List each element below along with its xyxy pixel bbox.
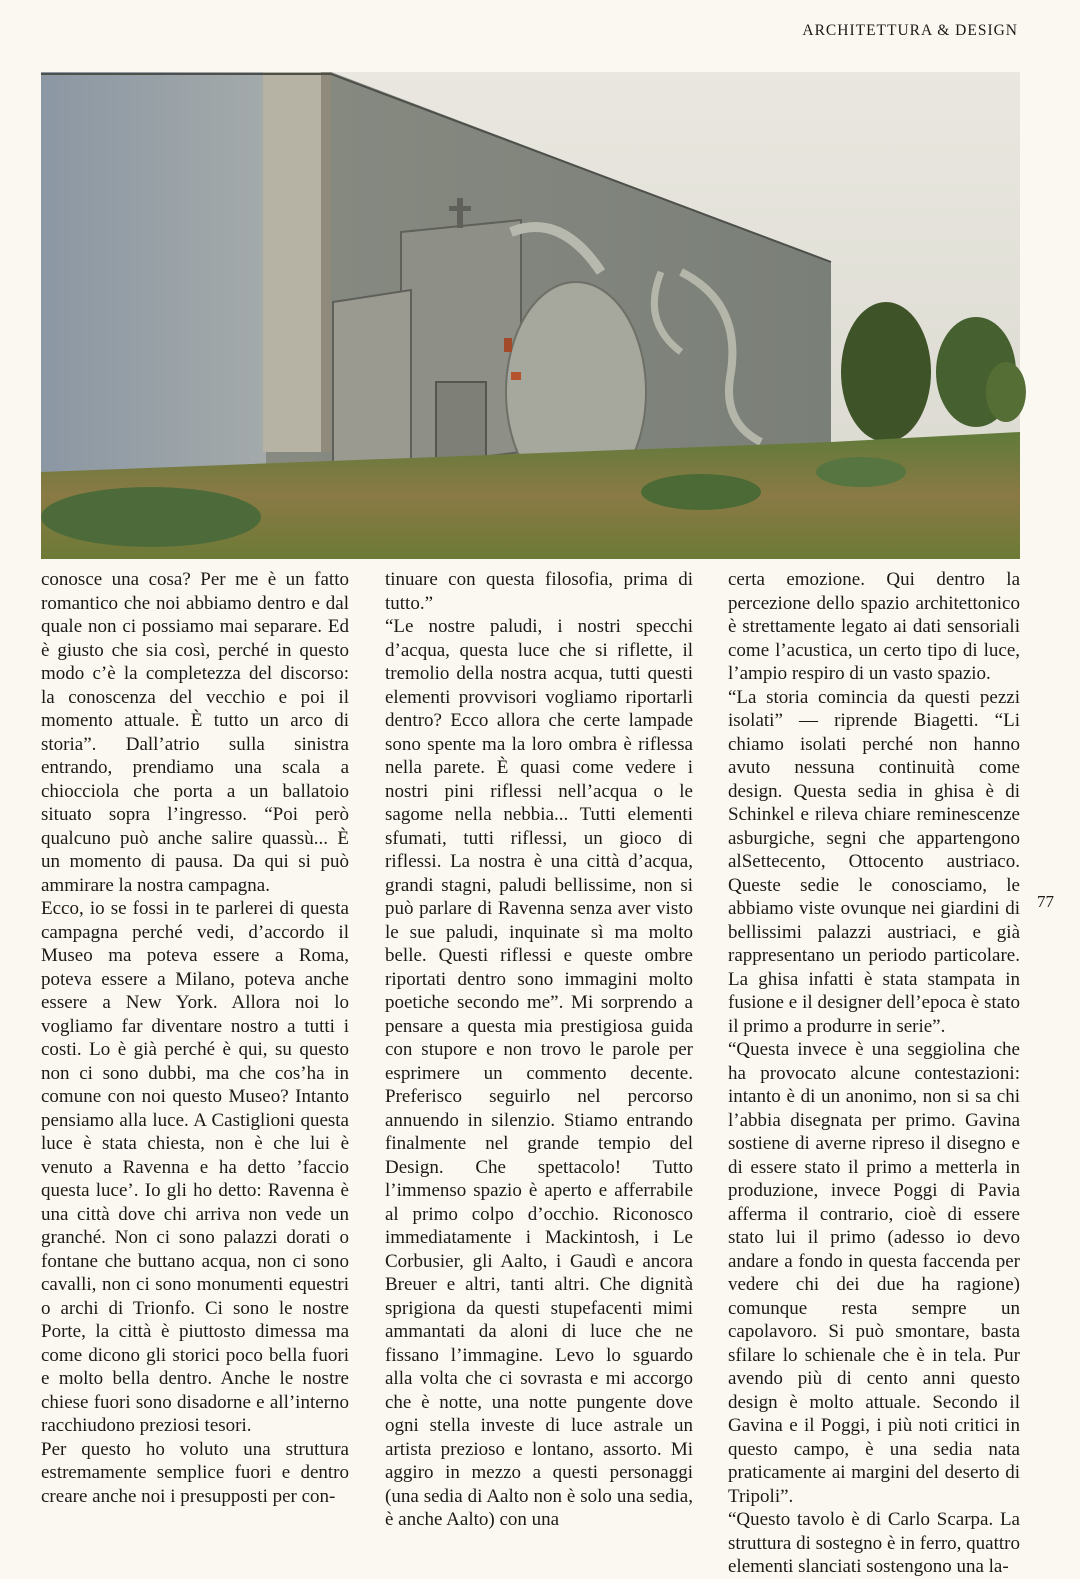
section-header: ARCHITETTURA & DESIGN [802, 22, 1018, 39]
text-column-1 [41, 568, 349, 1507]
paragraph: “Le nostre paludi, i nostri specchi d’acqua, questa luce che si riflette, il tremolio della nostra acqua, tutti questi elementi provvisori vogliamo riportarli dentro? Ecco allora che certe lampade sono spente ma la loro ombra è riflessa nella parete. È quasi come vedere i nostri pini riflessi nell’acqua o le sagome nella nebbia... Tutti elementi sfumati, tutti riflessi, un gioco di riflessi. La nostra è una città d’acqua, grandi stagni, paludi bellissime, non si può parlare di Ravenna senza aver visto le sue paludi, inquinate sì ma molto belle. Questi riflessi e queste ombre riportati dentro sono immagini molto poetiche secondo me”. Mi sorprendo a pensare a questa mia prestigiosa guida con stupore e non trovo le parole per esprimere un commento decente. Preferisco seguirlo nel percorso annuendo in silenzio. Stiamo entrando finalmente nel grande tempio del Design. Che spettacolo! Tutto l’immenso spazio è aperto e afferrabile al primo colpo d’occhio. Riconosco immediatamente i Mackintosh, i Le Corbusier, gli Aalto, i Gaudì e ancora Breuer e altri, tanti altri. Che dignità sprigiona da questi stupefacenti mimi ammantati da aloni di luce che ne fissano l’immagine. Levo lo sguardo alla volta che ci sovrasta e mi accorgo che è notte, una notte pungente dove ogni stella investe di luce astrale un artista prezioso e lontano, assorto. Mi aggiro in mezzo a questi personaggi (una sedia di Aalto non è solo una sedia, è anche Aalto) con una [385, 616, 693, 1530]
paragraph: certa emozione. Qui dentro la percezione dello spazio architettonico è strettamente legato ai dati sensoriali come l’acustica, un certo tipo di luce, l’ampio respiro di un vasto spazio. [728, 569, 1020, 684]
paragraph: conosce una cosa? Per me è un fatto romantico che noi abbiamo dentro e dal quale non ci possiamo mai separare. Ed è giusto che sia così, perché in questo modo c’è la completezza del discorso: la conoscenza del vecchio e poi il momento attuale. È tutto un arco di storia”. Dall’atrio sulla sinistra entrando, prendiamo una scala a chiocciola che porta a un ballatoio situato sopra l’ingresso. “Poi però qualcuno può anche salire quassù... È un momento di pausa. Da qui si può ammirare la nostra campagna. [41, 569, 349, 896]
paragraph: “La storia comincia da questi pezzi isolati” — riprende Biagetti. “Li chiamo isolati perché non hanno avuto nessuna continuità come design. Questa sedia in ghisa è di Schinkel e rileva chiare reminescenze asburgiche, segni che appartengono alSettecento, Ottocento austriaco. Queste sedie le conosciamo, le abbiamo viste ovunque nei giardini di bellissimi palazzi austriaci, e già rappresentano un periodo particolare. La ghisa infatti è stata stampata in fusione e il designer dell’epoca è stato il primo a produrre in serie”. [728, 686, 1020, 1037]
paragraph: Ecco, io se fossi in te parlerei di questa campagna perché vedi, d’accordo il Museo ma poteva essere a Roma, poteva essere a Milano, poteva anche essere a New York. Allora noi lo vogliamo far diventare nostro a tutti i costi. Lo è già perché è qui, su questo non ci sono dubbi, ma che cos’ha in comune con noi questo Museo? Intanto pensiamo alla luce. A Castiglioni questa luce è stata chiesta, non è che lui è venuto a Ravenna e ha detto ’faccio questa luce’. Io gli ho detto: Ravenna è una città dove chi arriva non vede un granché. Non ci sono palazzi dorati o fontane che buttano acqua, non ci sono cavalli, non ci sono monumenti equestri o archi di Trionfo. Ci sono le nostre Porte, la città è piuttosto dimessa ma come dicono gli storici poco bella fuori e molto bella dentro. Anche le nostre chiese fuori sono disadorne e all’interno racchiudono preziosi tesori. [41, 898, 349, 1436]
paragraph: “Questo tavolo è di Carlo Scarpa. La struttura di sostegno è in ferro, quattro elementi slanciati sostengono una la- [728, 1509, 1020, 1577]
building-wall-photo [41, 72, 1020, 559]
paragraph: Per questo ho voluto una struttura estremamente semplice fuori e dentro creare anche noi i presupposti per con- [41, 1438, 349, 1507]
paragraph: tinuare con questa filosofia, prima di tutto.” [385, 569, 693, 614]
paragraph: “Questa invece è una seggiolina che ha provocato alcune contestazioni: intanto è di un anonimo, non si sa chi l’abbia disegnata per primo. Gavina sostiene di averne ripreso il disegno e di essere stato il primo a metterla in produzione, invece Poggi di Pavia afferma il contrario, cioè di essere stato lui il primo (adesso io devo andare a fondo in questa faccenda per vedere chi dei due ha ragione) comunque resta sempre un capolavoro. Si può smontare, basta sfilare lo schienale che è in tela. Pur avendo più di cento anni questo design è molto attuale. Secondo il Gavina e il Poggi, i più noti critici in questo campo, è una sedia nata praticamente ai margini del deserto di Tripoli”. [728, 1039, 1020, 1507]
page-number: 77 [1037, 892, 1054, 911]
text-column-2 [385, 568, 693, 1530]
text-column-3 [728, 568, 1020, 1577]
